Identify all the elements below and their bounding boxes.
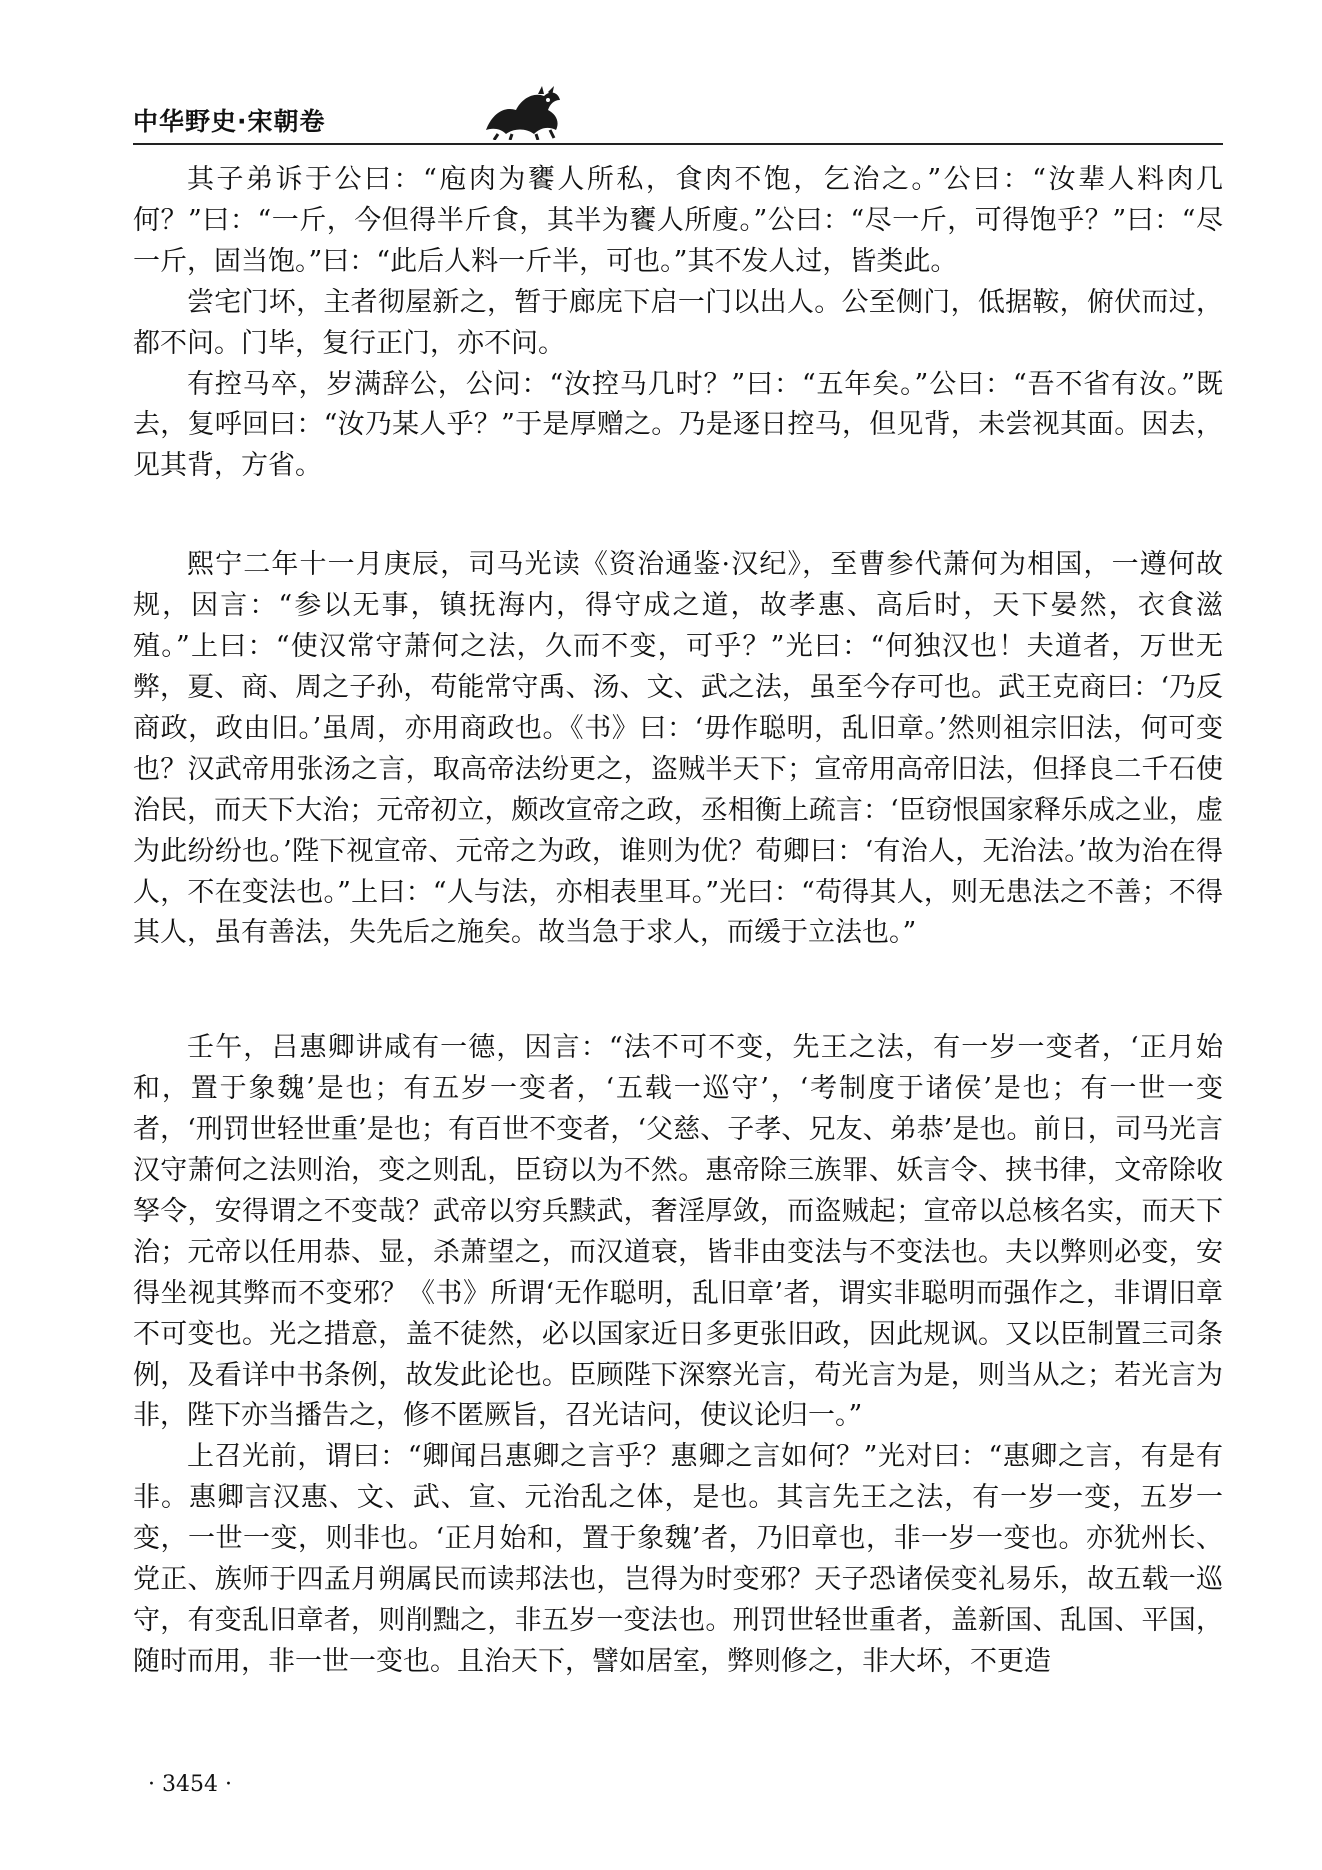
- header-rule: [133, 143, 1223, 145]
- dragon-emblem-icon: [478, 84, 566, 140]
- paragraph-6: 上召光前，谓曰：“卿闻吕惠卿之言乎？惠卿之言如何？”光对曰：“惠卿之言，有是有非。惠卿言汉惠、文、武、宣、元治乱之体，是也。其言先王之法，有一岁一变，五岁一变，一世一变，则非也。‘正月始和，置于象魏’者，乃旧章也，非一岁一变也。亦犹州长、党正、族师于四孟月朔属民而读邦法也，岂得为时变邪？天子恐诸侯变礼易乐，故五载一巡守，有变乱旧章者，则削黜之，非五岁一变法也。刑罚世轻世重者，盖新国、乱国、平国，随时而用，非一世一变也。且治天下，譬如居室，弊则修之，非大坏，不更造: [133, 1441, 1223, 1677]
- paragraph-2: 尝宅门坏，主者彻屋新之，暂于廊庑下启一门以出人。公至侧门，低据鞍，俯伏而过，都不问。门毕，复行正门，亦不问。: [133, 286, 1223, 359]
- paragraph-3: 有控马卒，岁满辞公，公问：“汝控马几时？”曰：“五年矣。”公曰：“吾不省有汝。”既去，复呼回曰：“汝乃某人乎？”于是厚赠之。乃是逐日控马，但见背，未尝视其面。因去，见其背，方省。: [133, 368, 1223, 482]
- body-text: [133, 160, 1223, 1683]
- paragraph-4: 熙宁二年十一月庚辰，司马光读《资治通鉴·汉纪》，至曹参代萧何为相国，一遵何故规，因言：“参以无事，镇抚海内，得守成之道，故孝惠、高后时，天下晏然，衣食滋殖。”上曰：“使汉常守萧何之法，久而不变，可乎？”光曰：“何独汉也！夫道者，万世无弊，夏、商、周之子孙，苟能常守禹、汤、文、武之法，虽至今存可也。武王克商曰：‘乃反商政，政由旧。’虽周，亦用商政也。《书》曰：‘毋作聪明，乱旧章。’然则祖宗旧法，何可变也？汉武帝用张汤之言，取高帝法纷更之，盗贼半天下；宣帝用高帝旧法，但择良二千石使治民，而天下大治；元帝初立，颇改宣帝之政，丞相衡上疏言：‘臣窃恨国家释乐成之业，虚为此纷纷也。’陛下视宣帝、元帝之为政，谁则为优？荀卿曰：‘有治人，无治法。’故为治在得人，不在变法也。”上曰：“人与法，亦相表里耳。”光曰：“苟得其人，则无患法之不善；不得其人，虽有善法，失先后之施矣。故当急于求人，而缓于立法也。”: [133, 549, 1223, 949]
- page-number: · 3454 ·: [148, 1772, 232, 1797]
- book-title: 中华野史·宋朝卷: [133, 107, 326, 136]
- running-header: [133, 80, 1223, 144]
- paragraph-5: 壬午，吕惠卿讲咸有一德，因言：“法不可不变，先王之法，有一岁一变者，‘正月始和，置于象魏’是也；有五岁一变者，‘五载一巡守’，‘考制度于诸侯’是也；有一世一变者，‘刑罚世轻世重’是也；有百世不变者，‘父慈、子孝、兄友、弟恭’是也。前日，司马光言汉守萧何之法则治，变之则乱，臣窃以为不然。惠帝除三族罪、妖言令、挟书律，文帝除收孥令，安得谓之不变哉？武帝以穷兵黩武，奢淫厚敛，而盗贼起；宣帝以总核名实，而天下治；元帝以任用恭、显，杀萧望之，而汉道衰，皆非由变法与不变法也。夫以弊则必变，安得坐视其弊而不变邪？《书》所谓‘无作聪明，乱旧章’者，谓实非聪明而强作之，非谓旧章不可变也。光之措意，盖不徒然，必以国家近日多更张旧政，因此规讽。又以臣制置三司条例，及看详中书条例，故发此论也。臣顾陛下深察光言，苟光言为是，则当从之；若光言为非，陛下亦当播告之，修不匿厥旨，召光诘问，使议论归一。”: [133, 1032, 1223, 1432]
- paragraph-1: 其子弟诉于公曰：“庖肉为饔人所私，食肉不饱，乞治之。”公曰：“汝辈人料肉几何？”曰：“一斤，今但得半斤食，其半为饔人所廋。”公曰：“尽一斤，可得饱乎？”曰：“尽一斤，固当饱。”曰：“此后人料一斤半，可也。”其不发人过，皆类此。: [133, 164, 1223, 277]
